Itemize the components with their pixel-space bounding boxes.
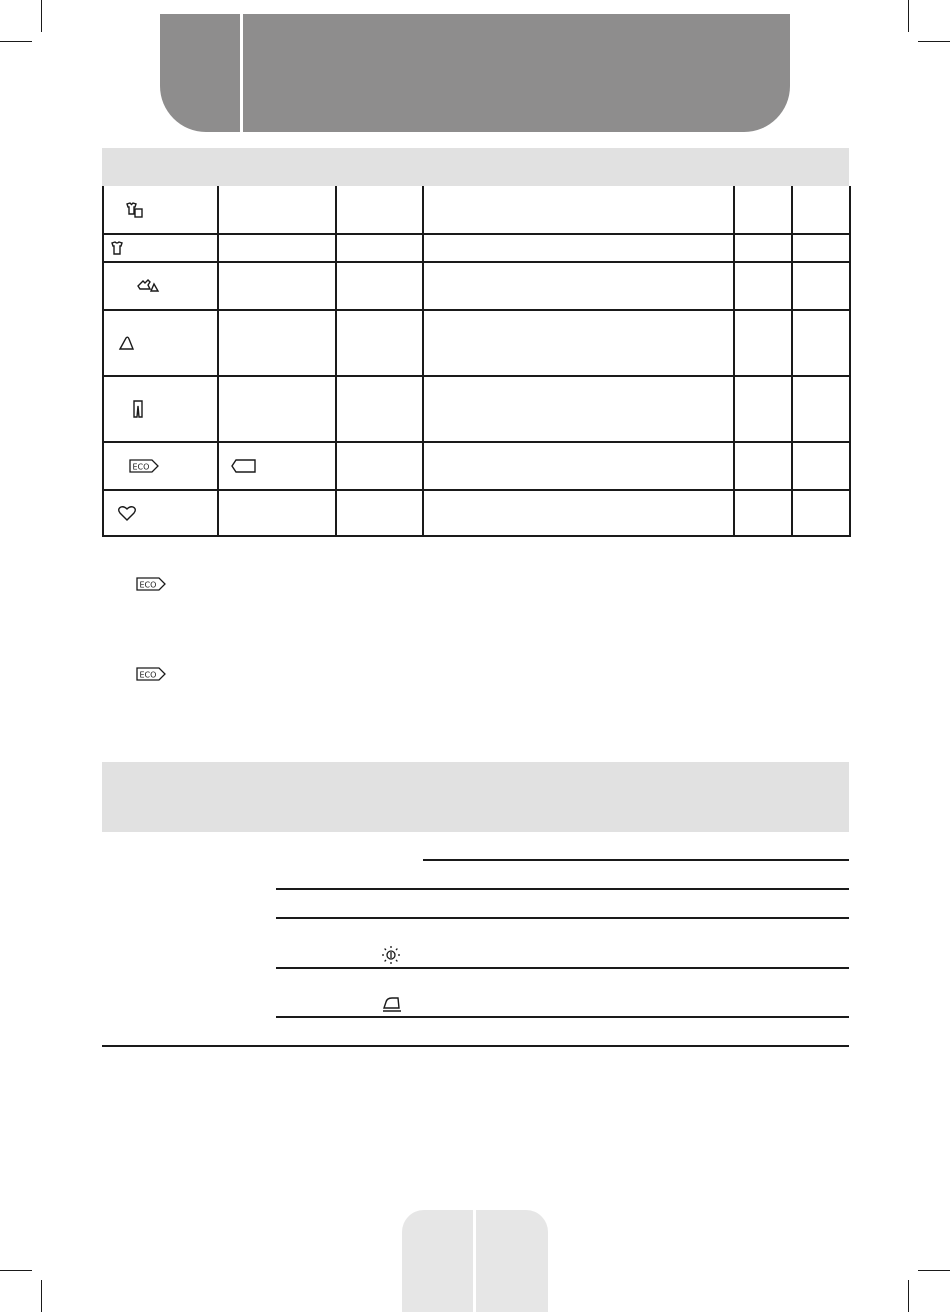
option-cell [218, 442, 336, 490]
sun-dry-icon [381, 945, 401, 965]
programme-cell [103, 310, 218, 376]
table-row [103, 442, 850, 490]
sportswear-icon [136, 277, 160, 295]
table-row [103, 262, 850, 310]
table-rule [276, 917, 849, 919]
programme-table-title-band [102, 148, 849, 186]
shirt-icon [110, 241, 124, 255]
table-rule [102, 1045, 849, 1047]
crop-mark [0, 1270, 32, 1271]
chapter-header-tab [160, 14, 790, 132]
programme-cell [103, 234, 218, 262]
crop-mark [41, 1280, 42, 1312]
table-rule [276, 967, 849, 969]
option-tag-icon [231, 459, 257, 473]
programme-table [102, 186, 851, 537]
svg-text:ECO: ECO [139, 580, 157, 590]
eco-icon [136, 667, 166, 681]
crop-mark [0, 41, 32, 42]
footer-divider [473, 1210, 476, 1312]
programme-cell [103, 186, 218, 234]
crop-mark [908, 0, 909, 32]
heart-icon [118, 505, 136, 521]
crop-mark [41, 0, 42, 32]
table-row [103, 186, 850, 234]
table-rule [276, 888, 849, 890]
table-row [103, 376, 850, 442]
svg-text:ECO: ECO [132, 462, 150, 472]
programme-cell [103, 262, 218, 310]
mixed-laundry-icon [124, 201, 144, 219]
crop-mark [918, 41, 950, 42]
table-row [103, 234, 850, 262]
programme-cell [103, 442, 218, 490]
table-row [103, 310, 850, 376]
synthetics-icon [118, 335, 136, 351]
page-number-tab [402, 1210, 548, 1312]
programme-cell [103, 376, 218, 442]
table-row [103, 490, 850, 536]
crop-mark [918, 1270, 950, 1271]
jeans-icon [132, 400, 144, 418]
svg-text:ECO: ECO [139, 670, 157, 680]
consumption-table-title-band [102, 762, 849, 832]
eco-icon [136, 577, 166, 591]
crop-mark [908, 1280, 909, 1312]
header-divider [240, 14, 243, 132]
eco-icon [129, 459, 159, 473]
table-rule [423, 859, 849, 861]
table-rule [276, 1016, 849, 1018]
programme-cell [103, 490, 218, 536]
iron-dry-icon [382, 994, 402, 1012]
